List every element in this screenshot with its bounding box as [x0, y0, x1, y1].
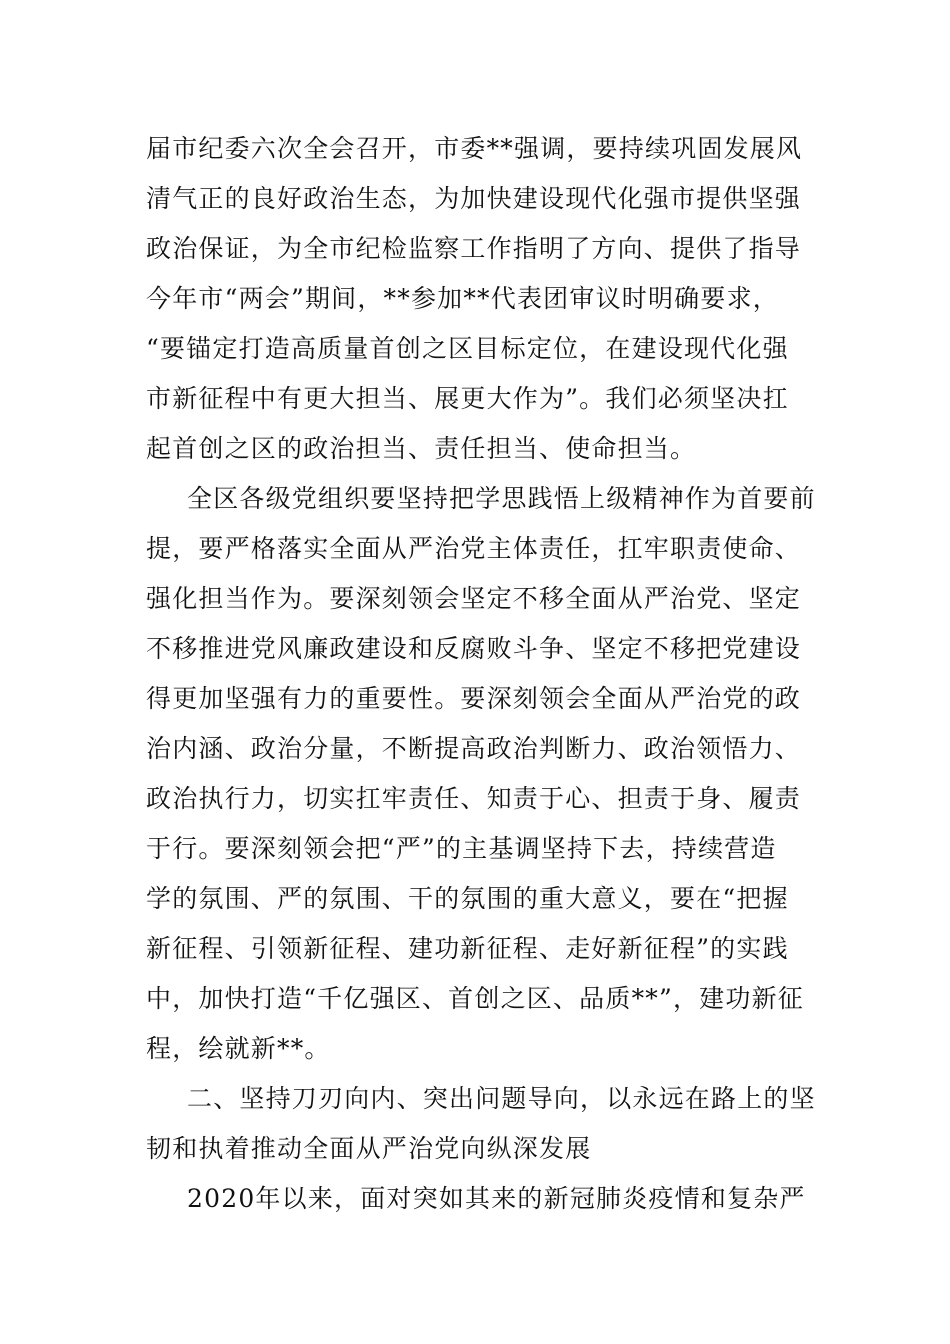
paragraph-line: 起首创之区的政治担当、责任担当、使命担当。	[146, 434, 697, 463]
paragraph-line: 不移推进党风廉政建设和反腐败斗争、坚定不移把党建设	[146, 634, 802, 663]
paragraph-line: 于行。要深刻领会把“严”的主基调坚持下去，持续营造	[146, 834, 777, 863]
paragraph-line: 强化担当作为。要深刻领会坚定不移全面从严治党、坚定	[146, 584, 802, 613]
paragraph-line: “要锚定打造高质量首创之区目标定位，在建设现代化强	[146, 334, 789, 363]
paragraph-line: 得更加坚强有力的重要性。要深刻领会全面从严治党的政	[146, 684, 802, 713]
paragraph-line: 市新征程中有更大担当、展更大作为”。我们必须坚决扛	[146, 384, 789, 413]
paragraph-line: 全区各级党组织要坚持把学思践悟上级精神作为首要前	[187, 484, 816, 513]
heading-line: 二、坚持刀刃向内、突出问题导向，以永远在路上的坚	[187, 1084, 816, 1113]
paragraph-line: 届市纪委六次全会召开，市委**强调，要持续巩固发展风	[146, 134, 803, 163]
paragraph-line: 中，加快打造“千亿强区、首创之区、品质**”，建功新征	[146, 984, 804, 1013]
paragraph-line: 提，要严格落实全面从严治党主体责任，扛牢职责使命、	[146, 534, 802, 563]
paragraph-line: 程，绘就新**。	[146, 1034, 331, 1063]
paragraph-line: 治内涵、政治分量，不断提高政治判断力、政治领悟力、	[146, 734, 802, 763]
paragraph-line: 清气正的良好政治生态，为加快建设现代化强市提供坚强	[146, 184, 802, 213]
paragraph-line: 学的氛围、严的氛围、干的氛围的重大意义，要在“把握	[146, 884, 789, 913]
paragraph-line: 新征程、引领新征程、建功新征程、走好新征程”的实践	[146, 934, 789, 963]
paragraph-line: 今年市“两会”期间，**参加**代表团审议时明确要求，	[146, 284, 779, 313]
paragraph-line: 政治保证，为全市纪检监察工作指明了方向、提供了指导	[146, 234, 802, 263]
paragraph-line: 2020年以来，面对突如其来的新冠肺炎疫情和复杂严	[187, 1184, 806, 1213]
paragraph-line: 政治执行力，切实扛牢责任、知责于心、担责于身、履责	[146, 784, 802, 813]
heading-line: 韧和执着推动全面从严治党向纵深发展	[146, 1134, 592, 1163]
